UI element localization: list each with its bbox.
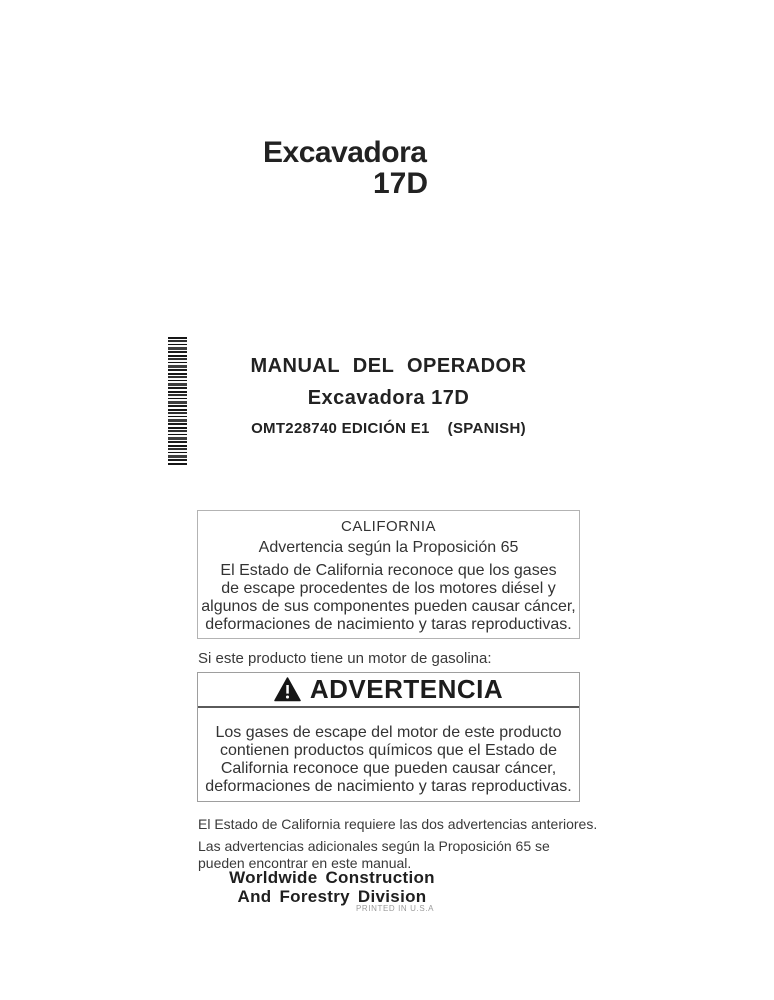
division-line: Worldwide Construction	[229, 868, 435, 887]
division-line: And Forestry Division	[237, 887, 427, 906]
advertencia-body	[198, 708, 579, 796]
california-body-line: El Estado de California reconoce que los gases	[220, 562, 557, 579]
footnote-additional-line: Las advertencias adicionales según la Proposición 65 se	[198, 838, 550, 854]
california-body-line: de escape procedentes de los motores diésel y	[221, 580, 556, 597]
manual-heading-model: Excavadora 17D	[307, 387, 470, 409]
california-warning-box	[197, 510, 580, 639]
california-body-line: algunos de sus componentes pueden causar cáncer,	[201, 598, 576, 615]
advertencia-body-line: California reconoce que pueden causar cáncer,	[220, 760, 557, 777]
california-box-body	[198, 562, 579, 634]
california-box-title: CALIFORNIA	[340, 518, 436, 535]
manual-heading-code-line	[197, 419, 580, 439]
gasoline-note: Si este producto tiene un motor de gasolina:	[198, 650, 492, 667]
advertencia-warning-box	[197, 672, 580, 802]
model-title: Excavadora	[263, 136, 427, 169]
page-title	[263, 137, 428, 199]
california-box-subtitle: Advertencia según la Proposición 65	[258, 539, 519, 556]
advertencia-header	[198, 673, 579, 708]
advertencia-title: ADVERTENCIA	[309, 674, 504, 704]
manual-language: (SPANISH)	[447, 420, 526, 437]
model-number: 17D	[372, 167, 428, 200]
warning-triangle-icon	[274, 677, 301, 702]
advertencia-body-line: deformaciones de nacimiento y taras reproductivas.	[205, 778, 572, 795]
manual-heading	[197, 355, 580, 439]
advertencia-body-line: Los gases de escape del motor de este producto	[215, 724, 562, 741]
manual-heading-title: MANUAL DEL OPERADOR	[250, 355, 527, 377]
manual-code: OMT228740 EDICIÓN E1	[251, 420, 430, 437]
footnote-additional-line: pueden encontrar en este manual.	[198, 855, 412, 871]
california-body-line: deformaciones de nacimiento y taras reproductivas.	[205, 616, 572, 633]
advertencia-body-line: contienen productos químicos que el Estado de	[219, 742, 558, 759]
footnote-requirement: El Estado de California requiere las dos advertencias anteriores.	[198, 816, 598, 832]
printed-in-usa-label: PRINTED IN U.S.A	[355, 904, 435, 913]
division-signature	[228, 868, 436, 906]
footnote-additional	[198, 838, 550, 872]
barcode-icon	[168, 337, 187, 465]
